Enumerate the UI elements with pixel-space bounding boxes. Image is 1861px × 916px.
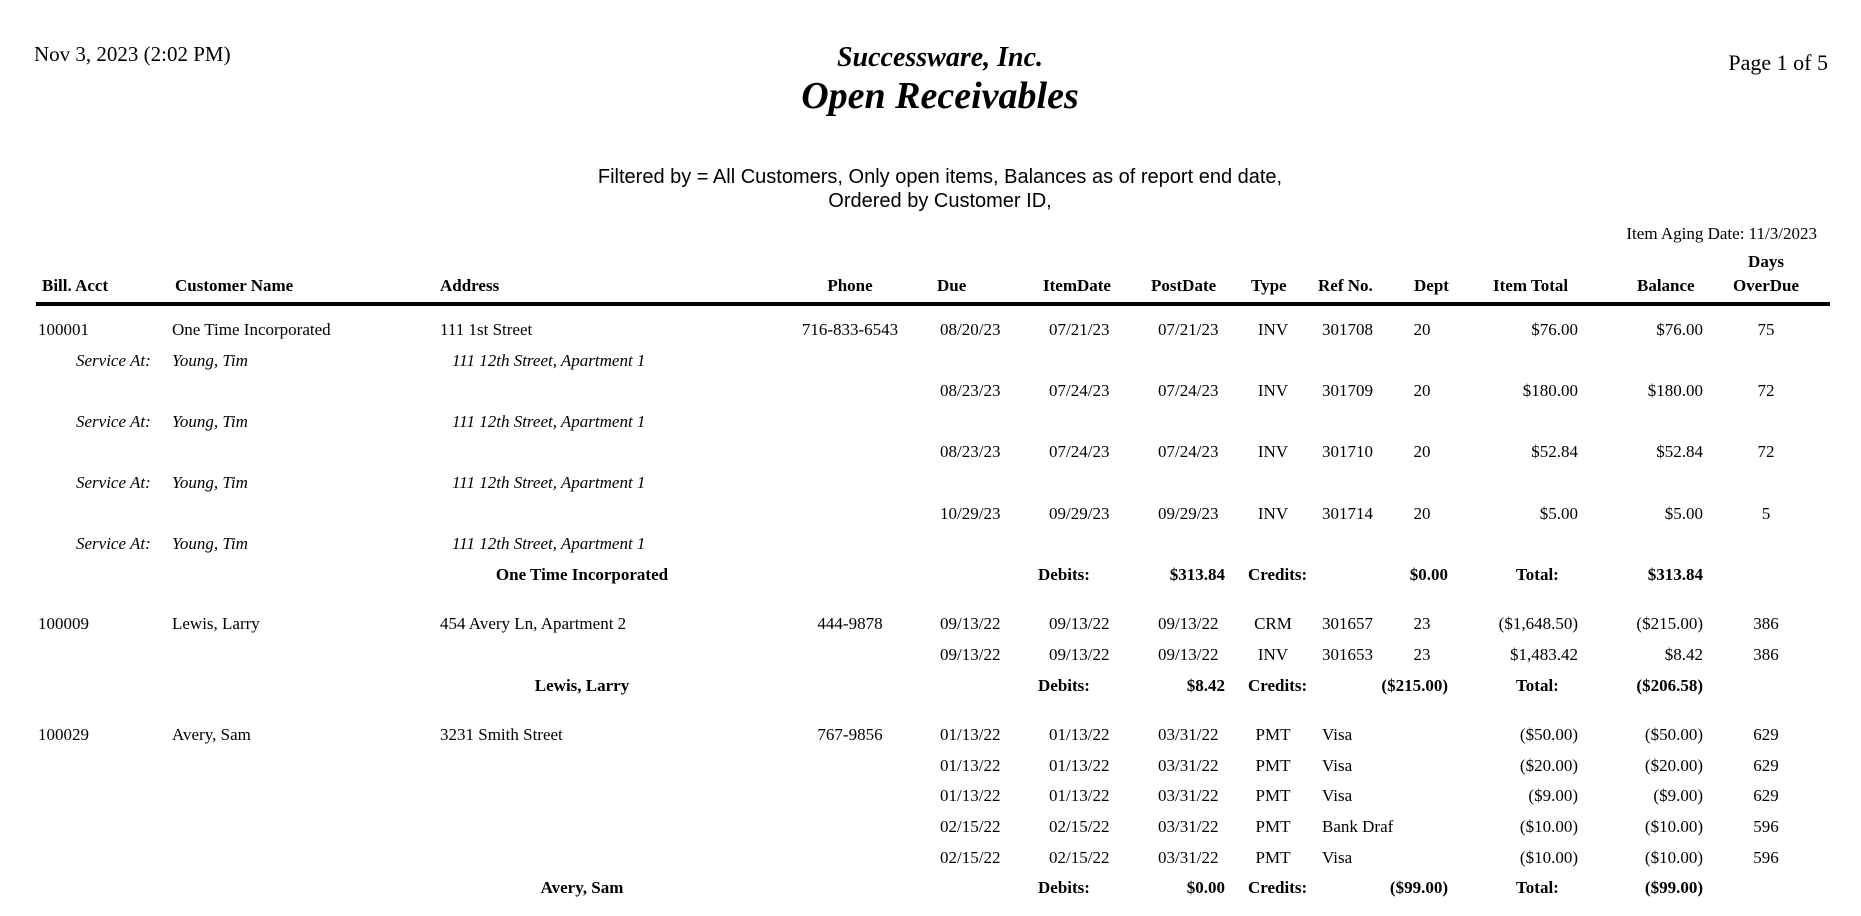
item-type: PMT (1255, 848, 1291, 867)
col-item-date: ItemDate (1043, 276, 1111, 295)
item-total: $1,483.42 (1510, 645, 1578, 664)
days-overdue: 629 (1753, 725, 1779, 744)
post-date: 03/31/22 (1158, 786, 1219, 805)
item-type: INV (1257, 442, 1289, 461)
days-overdue: 596 (1753, 817, 1779, 836)
service-address: 111 12th Street, Apartment 1 (452, 412, 646, 431)
total-value: ($99.00) (1644, 878, 1703, 897)
item-balance: $8.42 (1664, 645, 1703, 664)
due-date: 01/13/22 (940, 756, 1001, 775)
ref-no: Visa (1322, 786, 1353, 805)
dept: 20 (1413, 381, 1431, 400)
service-name: Young, Tim (172, 412, 248, 431)
item-balance: $76.00 (1656, 320, 1703, 339)
customer-phone: 716-833-6543 (801, 320, 899, 339)
service-at-label: Service At: (76, 412, 151, 431)
service-at-row (0, 410, 1861, 434)
item-balance: ($20.00) (1644, 756, 1703, 775)
item-date: 01/13/22 (1049, 786, 1110, 805)
item-balance: ($50.00) (1644, 725, 1703, 744)
credits-value: ($215.00) (1381, 676, 1448, 695)
item-balance: ($9.00) (1653, 786, 1703, 805)
item-date: 02/15/22 (1049, 817, 1110, 836)
customer-phone: 444-9878 (817, 614, 883, 633)
item-type: INV (1257, 381, 1289, 400)
col-due: Due (937, 276, 967, 295)
service-address: 111 12th Street, Apartment 1 (452, 534, 646, 553)
service-at-label: Service At: (76, 351, 151, 370)
service-name: Young, Tim (172, 351, 248, 370)
days-overdue: 629 (1753, 756, 1779, 775)
item-balance: $5.00 (1664, 504, 1703, 523)
ref-no: Bank Draf (1322, 817, 1394, 836)
customer-summary-row (0, 674, 1861, 698)
table-row (0, 723, 1861, 747)
customer-address: 454 Avery Ln, Apartment 2 (440, 614, 627, 633)
item-type: INV (1257, 645, 1289, 664)
table-row (0, 318, 1861, 342)
report-title: Open Receivables (801, 75, 1079, 117)
days-overdue: 386 (1753, 614, 1779, 633)
service-name: Young, Tim (172, 473, 248, 492)
item-type: PMT (1255, 817, 1291, 836)
customer-name: One Time Incorporated (172, 320, 331, 339)
due-date: 02/15/22 (940, 817, 1001, 836)
credits-label: Credits: (1248, 565, 1308, 584)
due-date: 09/13/22 (940, 645, 1001, 664)
post-date: 07/24/23 (1158, 442, 1219, 461)
post-date: 09/13/22 (1158, 614, 1219, 633)
col-customer-name: Customer Name (175, 276, 294, 295)
col-days: Days (1748, 252, 1784, 271)
customer-address: 3231 Smith Street (440, 725, 563, 744)
col-balance: Balance (1637, 276, 1695, 295)
ref-no: 301708 (1322, 320, 1373, 339)
col-type: Type (1251, 276, 1287, 295)
dept: 23 (1413, 645, 1431, 664)
table-row (0, 379, 1861, 403)
table-row (0, 754, 1861, 778)
customer-name: Lewis, Larry (172, 614, 260, 633)
item-type: INV (1257, 504, 1289, 523)
days-overdue: 72 (1757, 442, 1775, 461)
ref-no: Visa (1322, 848, 1353, 867)
ref-no: Visa (1322, 725, 1353, 744)
dept: 23 (1413, 614, 1431, 633)
dept: 20 (1413, 442, 1431, 461)
item-date: 07/21/23 (1049, 320, 1110, 339)
col-item-total: Item Total (1493, 276, 1569, 295)
days-overdue: 72 (1757, 381, 1775, 400)
ref-no: 301653 (1322, 645, 1373, 664)
credits-label: Credits: (1248, 878, 1308, 897)
due-date: 10/29/23 (940, 504, 1001, 523)
post-date: 07/24/23 (1158, 381, 1219, 400)
bill-acct: 100029 (38, 725, 89, 744)
col-phone: Phone (827, 276, 873, 295)
item-total: ($1,648.50) (1498, 614, 1578, 633)
table-row (0, 815, 1861, 839)
item-aging-date: Item Aging Date: 11/3/2023 (1626, 224, 1817, 243)
service-at-label: Service At: (76, 534, 151, 553)
service-name: Young, Tim (172, 534, 248, 553)
post-date: 03/31/22 (1158, 817, 1219, 836)
ref-no: 301714 (1322, 504, 1373, 523)
col-ref-no: Ref No. (1318, 276, 1373, 295)
item-balance: ($10.00) (1644, 817, 1703, 836)
item-date: 09/13/22 (1049, 614, 1110, 633)
printed-timestamp: Nov 3, 2023 (2:02 PM) (34, 42, 231, 66)
filter-line-1: Filtered by = All Customers, Only open items, Balances as of report end date, (597, 166, 1283, 188)
table-row (0, 784, 1861, 808)
col-bill-acct: Bill. Acct (42, 276, 109, 295)
item-balance: $52.84 (1656, 442, 1703, 461)
item-balance: $180.00 (1647, 381, 1703, 400)
debits-value: $8.42 (1186, 676, 1225, 695)
total-label: Total: (1516, 565, 1559, 584)
item-type: INV (1257, 320, 1289, 339)
item-total: ($20.00) (1519, 756, 1578, 775)
ref-no: 301657 (1322, 614, 1373, 633)
summary-customer-name: One Time Incorporated (495, 565, 669, 584)
service-at-label: Service At: (76, 473, 151, 492)
item-total: $76.00 (1531, 320, 1578, 339)
table-row (0, 502, 1861, 526)
service-at-row (0, 532, 1861, 556)
item-date: 07/24/23 (1049, 381, 1110, 400)
summary-customer-name: Lewis, Larry (534, 676, 630, 695)
item-type: PMT (1255, 786, 1291, 805)
total-label: Total: (1516, 878, 1559, 897)
item-date: 02/15/22 (1049, 848, 1110, 867)
item-total: $180.00 (1522, 381, 1578, 400)
table-row (0, 440, 1861, 464)
due-date: 01/13/22 (940, 786, 1001, 805)
post-date: 09/29/23 (1158, 504, 1219, 523)
item-total: $5.00 (1539, 504, 1578, 523)
debits-value: $0.00 (1186, 878, 1225, 897)
credits-value: $0.00 (1409, 565, 1448, 584)
debits-label: Debits: (1038, 565, 1090, 584)
item-type: PMT (1255, 756, 1291, 775)
service-address: 111 12th Street, Apartment 1 (452, 473, 646, 492)
customer-phone: 767-9856 (817, 725, 883, 744)
total-value: ($206.58) (1636, 676, 1703, 695)
dept: 20 (1413, 504, 1431, 523)
due-date: 09/13/22 (940, 614, 1001, 633)
filter-line-2: Ordered by Customer ID, (828, 190, 1052, 212)
debits-label: Debits: (1038, 676, 1090, 695)
due-date: 08/23/23 (940, 442, 1001, 461)
post-date: 07/21/23 (1158, 320, 1219, 339)
item-total: ($10.00) (1519, 848, 1578, 867)
dept: 20 (1413, 320, 1431, 339)
post-date: 03/31/22 (1158, 756, 1219, 775)
due-date: 02/15/22 (940, 848, 1001, 867)
customer-summary-row (0, 563, 1861, 587)
table-row (0, 846, 1861, 870)
credits-label: Credits: (1248, 676, 1308, 695)
item-total: ($9.00) (1528, 786, 1578, 805)
days-overdue: 5 (1761, 504, 1771, 523)
service-at-row (0, 349, 1861, 373)
item-total: $52.84 (1531, 442, 1578, 461)
total-label: Total: (1516, 676, 1559, 695)
bill-acct: 100001 (38, 320, 89, 339)
due-date: 08/23/23 (940, 381, 1001, 400)
post-date: 09/13/22 (1158, 645, 1219, 664)
debits-label: Debits: (1038, 878, 1090, 897)
days-overdue: 629 (1753, 786, 1779, 805)
customer-name: Avery, Sam (172, 725, 251, 744)
customer-address: 111 1st Street (440, 320, 533, 339)
debits-value: $313.84 (1169, 565, 1225, 584)
days-overdue: 75 (1757, 320, 1775, 339)
col-dept: Dept (1414, 276, 1449, 295)
post-date: 03/31/22 (1158, 848, 1219, 867)
credits-value: ($99.00) (1389, 878, 1448, 897)
page-indicator: Page 1 of 5 (1728, 50, 1828, 75)
company-name: Successware, Inc. (836, 42, 1044, 73)
days-overdue: 386 (1753, 645, 1779, 664)
item-balance: ($215.00) (1636, 614, 1703, 633)
ref-no: Visa (1322, 756, 1353, 775)
ref-no: 301710 (1322, 442, 1373, 461)
due-date: 01/13/22 (940, 725, 1001, 744)
due-date: 08/20/23 (940, 320, 1001, 339)
summary-customer-name: Avery, Sam (540, 878, 624, 897)
bill-acct: 100009 (38, 614, 89, 633)
item-total: ($10.00) (1519, 817, 1578, 836)
item-date: 09/13/22 (1049, 645, 1110, 664)
total-value: $313.84 (1647, 565, 1703, 584)
item-date: 09/29/23 (1049, 504, 1110, 523)
service-address: 111 12th Street, Apartment 1 (452, 351, 646, 370)
item-type: PMT (1255, 725, 1291, 744)
item-total: ($50.00) (1519, 725, 1578, 744)
header-divider (36, 302, 1830, 306)
item-balance: ($10.00) (1644, 848, 1703, 867)
col-address: Address (440, 276, 500, 295)
post-date: 03/31/22 (1158, 725, 1219, 744)
item-date: 01/13/22 (1049, 725, 1110, 744)
ref-no: 301709 (1322, 381, 1373, 400)
customer-summary-row (0, 876, 1861, 900)
item-type: CRM (1254, 614, 1292, 633)
table-row (0, 612, 1861, 636)
col-overdue: OverDue (1732, 276, 1800, 295)
item-date: 07/24/23 (1049, 442, 1110, 461)
days-overdue: 596 (1753, 848, 1779, 867)
col-post-date: PostDate (1151, 276, 1217, 295)
table-row (0, 643, 1861, 667)
item-date: 01/13/22 (1049, 756, 1110, 775)
service-at-row (0, 471, 1861, 495)
